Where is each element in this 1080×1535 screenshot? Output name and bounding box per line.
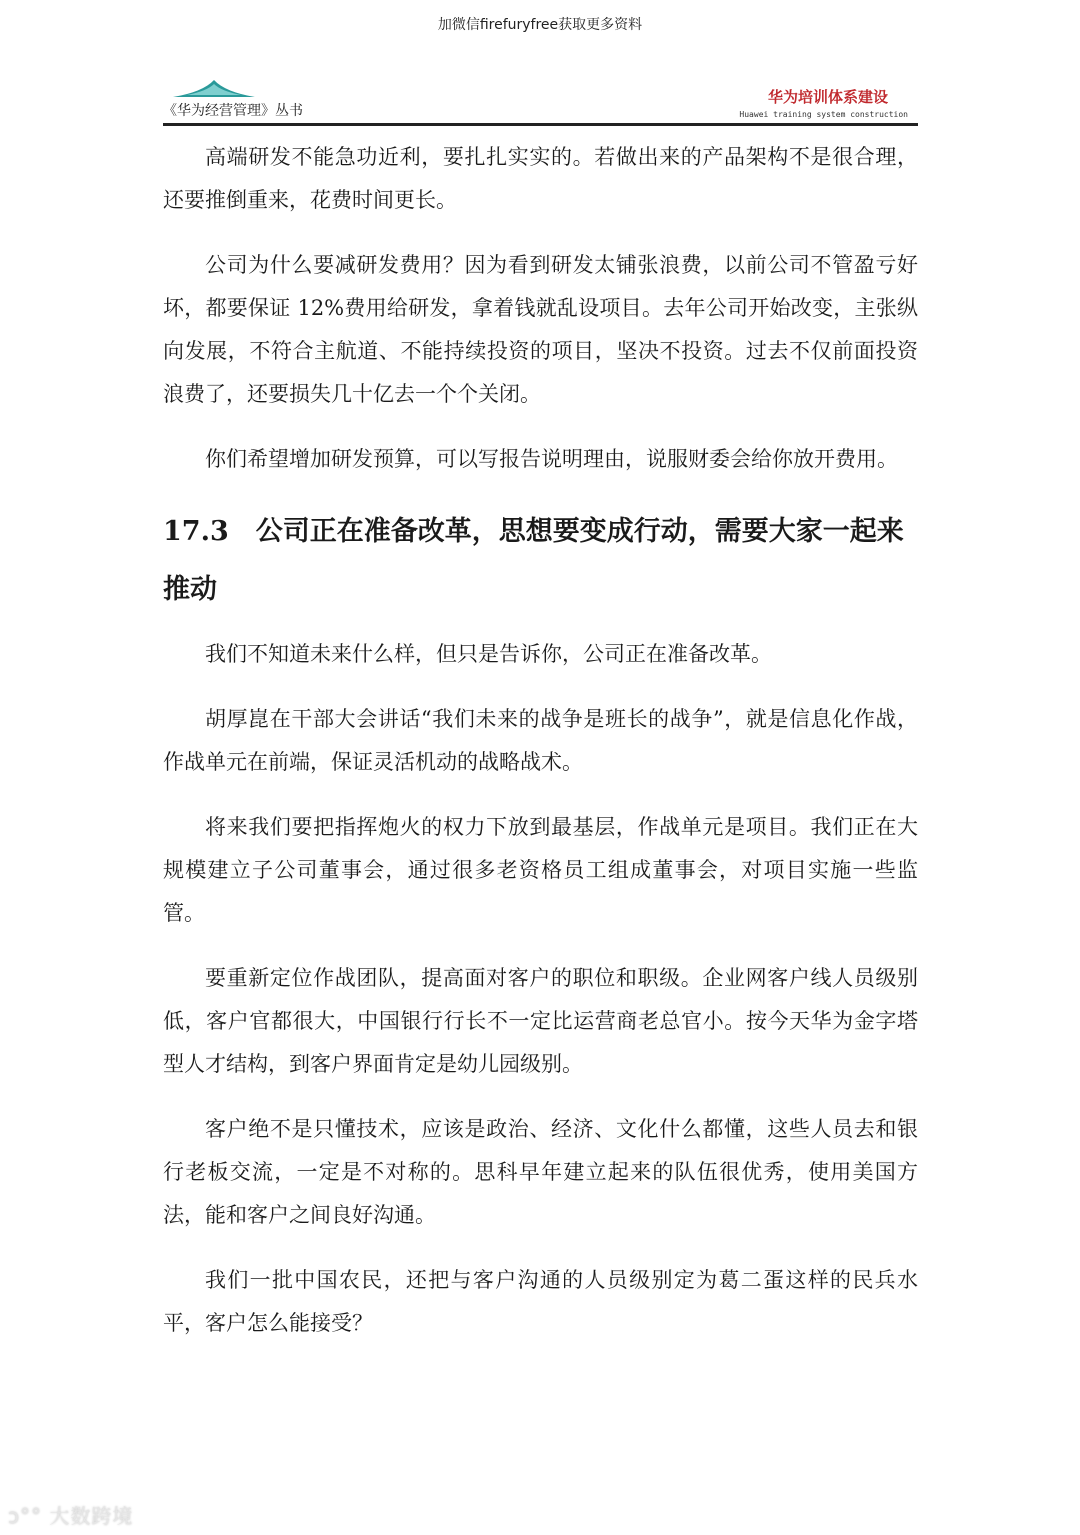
bottom-watermark xyxy=(8,1500,133,1529)
section-heading: 17.3 公司正在准备改革，思想要变成行动，需要大家一起来推动 xyxy=(163,516,904,605)
paragraph: 我们不知道未来什么样，但只是告诉你，公司正在准备改革。 xyxy=(205,642,772,666)
header-divider xyxy=(163,123,918,126)
paragraph: 将来我们要把指挥炮火的权力下放到最基层，作战单元是项目。我们正在大规模建立子公司董事会，通过很多老资格员工组成董事会，对项目实施一些监管。 xyxy=(163,815,918,925)
paragraph: 客户绝不是只懂技术，应该是政治、经济、文化什么都懂，这些人员去和银行老板交流，一定是不对称的。思科早年建立起来的队伍很优秀，使用美国方法，能和客户之间良好沟通。 xyxy=(163,1117,918,1227)
paragraph: 我们一批中国农民，还把与客户沟通的人员级别定为葛二蛋这样的民兵水平，客户怎么能接受？ xyxy=(163,1268,918,1335)
brand-subtitle: Huawei training system construction xyxy=(739,110,908,119)
top-watermark-text: 加微信firefuryfree获取更多资料 xyxy=(437,17,643,33)
brand-title: 华为培训体系建设 xyxy=(767,88,888,106)
paragraph: 要重新定位作战团队，提高面对客户的职位和职级。企业网客户线人员级别低，客户官都很大，中国银行行长不一定比运营商老总官小。按今天华为金字塔型人才结构，到客户界面肯定是幼儿园级别。 xyxy=(163,966,918,1076)
paragraph: 高端研发不能急功近利，要扎扎实实的。若做出来的产品架构不是很合理，还要推倒重来，花费时间更长。 xyxy=(163,145,918,212)
page-body xyxy=(163,136,918,1367)
watermark-text: 大数跨境 xyxy=(49,1504,134,1528)
mountain-logo-icon xyxy=(173,78,255,98)
watermark-logo-icon: ↄ°° xyxy=(8,1504,42,1528)
paragraph: 胡厚崑在干部大会讲话“我们未来的战争是班长的战争”，就是信息化作战，作战单元在前端，保证灵活机动的战略战术。 xyxy=(163,707,918,774)
series-title: 《华为经营管理》丛书 xyxy=(163,103,303,119)
paragraph: 你们希望增加研发预算，可以写报告说明理由，说服财委会给你放开费用。 xyxy=(205,447,898,471)
page-header xyxy=(163,78,918,124)
paragraph: 公司为什么要减研发费用？因为看到研发太铺张浪费，以前公司不管盈亏好坏，都要保证 12%费用给研发，拿着钱就乱设项目。去年公司开始改变，主张纵向发展，不符合主航道、不能持续投资的项目，坚决不投资。过去不仅前面投资浪费了，还要损失几十亿去一个个关闭。 xyxy=(163,253,918,406)
